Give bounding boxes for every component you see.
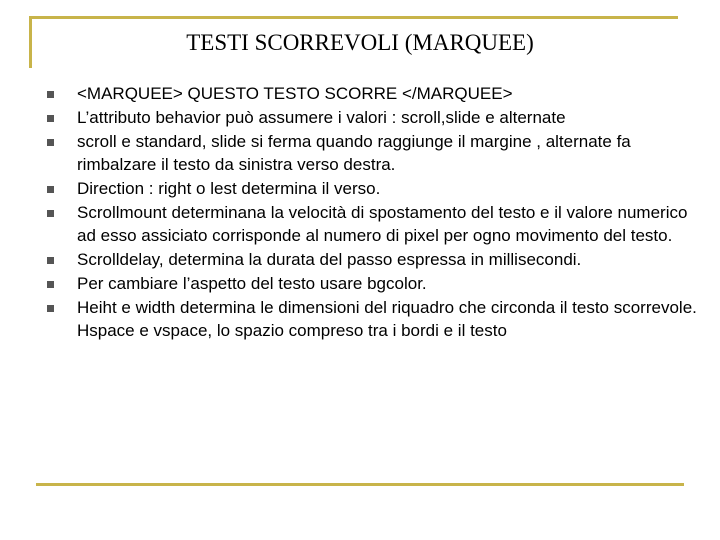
top-rule <box>29 16 678 19</box>
bullet-text: <MARQUEE> QUESTO TESTO SCORRE </MARQUEE> <box>77 84 513 103</box>
bullet-item <box>44 106 704 129</box>
bullet-item <box>44 130 704 176</box>
bullet-text: Scrollmount determinana la velocità di spostamento del testo e il valore numerico ad esso assiciato corrisponde al numero di pixel per ogno movimento del testo. <box>77 203 688 245</box>
bullet-text: Heiht e width determina le dimensioni del riquadro che circonda il testo scorrevole. Hspace e vspace, lo spazio compreso tra i bordi e il testo <box>77 298 697 340</box>
square-bullet-icon <box>47 186 54 193</box>
bullet-item <box>44 248 704 271</box>
bullet-item <box>44 296 704 342</box>
bullet-text: L’attributo behavior può assumere i valori : scroll,slide e alternate <box>77 108 566 127</box>
slide-title: TESTI SCORREVOLI (MARQUEE) <box>186 30 534 55</box>
bottom-rule <box>36 483 684 486</box>
square-bullet-icon <box>47 139 54 146</box>
bullet-list <box>44 82 704 343</box>
bullet-text: Per cambiare l’aspetto del testo usare bgcolor. <box>77 274 427 293</box>
square-bullet-icon <box>47 91 54 98</box>
square-bullet-icon <box>47 210 54 217</box>
bullet-item <box>44 272 704 295</box>
bullet-item <box>44 177 704 200</box>
bullet-text: scroll e standard, slide si ferma quando raggiunge il margine , alternate fa rimbalzare il testo da sinistra verso destra. <box>77 132 631 174</box>
bullet-item <box>44 82 704 105</box>
bullet-text: Scrolldelay, determina la durata del passo espressa in millisecondi. <box>77 250 582 269</box>
square-bullet-icon <box>47 281 54 288</box>
square-bullet-icon <box>47 115 54 122</box>
bullet-item <box>44 201 704 247</box>
bullet-text: Direction : right o lest determina il verso. <box>77 179 381 198</box>
square-bullet-icon <box>47 257 54 264</box>
square-bullet-icon <box>47 305 54 312</box>
